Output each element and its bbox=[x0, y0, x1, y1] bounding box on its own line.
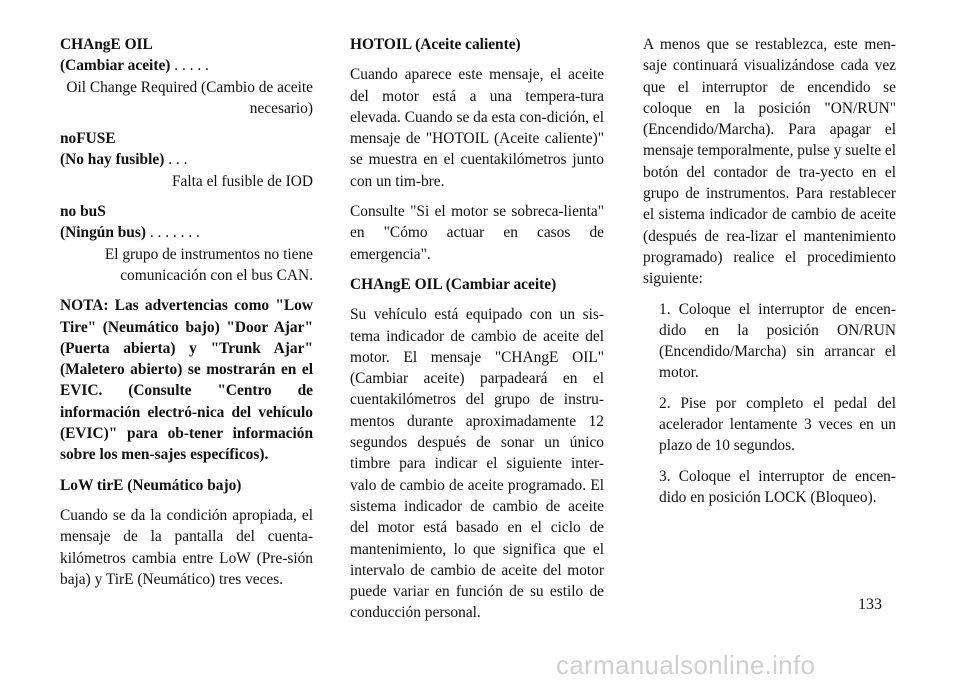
message-label: (Ningún bus) bbox=[60, 224, 146, 242]
leader-dots: . . . . . . . bbox=[149, 224, 200, 242]
message-description: Oil Change Required (Cambio de aceite necesario) bbox=[66, 78, 313, 117]
message-entry-nofuse bbox=[60, 128, 313, 192]
message-description: Falta el fusible de IOD bbox=[171, 172, 313, 190]
note-paragraph: NOTA: Las advertencias como "Low Tire" (Neumático bajo) "Door Ajar" (Puerta abierta) y "Trunk Ajar" (Maletero abierto) se mostrarán en el EVIC. (Consulte "Centro de información electró-nica del vehículo (EVIC)" para ob-tener información sobre los men-sajes específicos). bbox=[60, 297, 313, 464]
message-code: noFUSE bbox=[60, 130, 116, 148]
steps-list bbox=[643, 299, 896, 509]
right-column bbox=[643, 34, 896, 517]
body-paragraph: Cuando se da la condición apropiada, el mensaje de la pantalla del cuenta-kilómetros cambia entre LoW (Pre-sión baja) y TirE (Neumático) tres veces. bbox=[60, 506, 313, 588]
message-label: (Cambiar aceite) bbox=[60, 57, 171, 75]
leader-dots: . . . bbox=[168, 151, 188, 169]
message-entry-change-oil bbox=[60, 34, 313, 119]
middle-column bbox=[350, 34, 604, 633]
section-heading: CHAngE OIL (Cambiar aceite) bbox=[350, 275, 557, 293]
section-heading: LoW tirE (Neumático bajo) bbox=[60, 476, 242, 494]
list-item: 1. Coloque el interruptor de encen-dido en la posición ON/RUN (Encendido/Marcha) sin arrancar el motor. bbox=[659, 300, 896, 382]
body-paragraph: A menos que se restablezca, este men-saje continuará visualizándose cada vez que el interruptor de encendido se coloque en la posición "ON/RUN" (Encendido/Marcha). Para apagar el mensaje temporalmente, pulse y suelte el botón del contador de tra-yecto en el grupo de instrumentos. Para restablecer el sistema indicador de cambio de aceite (después de rea-lizar el mantenimiento programado) realice el procedimiento siguiente: bbox=[643, 36, 897, 288]
message-description: El grupo de instrumentos no tiene comunicación con el bus CAN. bbox=[104, 245, 313, 284]
section-heading: HOTOIL (Aceite caliente) bbox=[350, 36, 521, 53]
page-number: 133 bbox=[858, 596, 882, 613]
message-code: no buS bbox=[60, 203, 106, 221]
message-code: CHAngE OIL bbox=[60, 36, 153, 53]
left-column bbox=[60, 34, 313, 599]
watermark: carmanualsonline.info bbox=[556, 650, 816, 680]
body-paragraph: Cuando aparece este mensaje, el aceite del motor está a una tempera-tura elevada. Cuando se da esta con-dición, el mensaje de "HOTOIL (Aceite caliente)" se muestra en el cuentakilómetros junto con un tim-bre. bbox=[350, 66, 604, 190]
message-label: (No hay fusible) bbox=[60, 151, 165, 169]
list-item: 2. Pise por completo el pedal del acelerador lentamente 3 veces en un plazo de 10 segundos. bbox=[659, 394, 896, 455]
message-entry-nobus bbox=[60, 201, 313, 286]
list-item: 3. Coloque el interruptor de encen-dido en posición LOCK (Bloqueo). bbox=[659, 467, 896, 506]
body-paragraph: Su vehículo está equipado con un sis-tema indicador de cambio de aceite del motor. El mensaje "CHAngE OIL" (Cambiar aceite) parpadeará en el cuentakilómetros del grupo de instru-mentos durante aproximadamente 12 segundos después de sonar un único timbre para indicar el siguiente inter-valo de cambio de aceite programado. El sistema indicador de cambio de aceite del motor está basado en el ciclo de mantenimiento, lo que significa que el intervalo de cambio de aceite del motor puede variar en función de su estilo de conducción personal. bbox=[350, 306, 604, 622]
leader-dots: . . . . . bbox=[174, 57, 209, 75]
body-paragraph: Consulte "Si el motor se sobreca-lienta" en "Cómo actuar en casos de emergencia". bbox=[350, 203, 604, 263]
